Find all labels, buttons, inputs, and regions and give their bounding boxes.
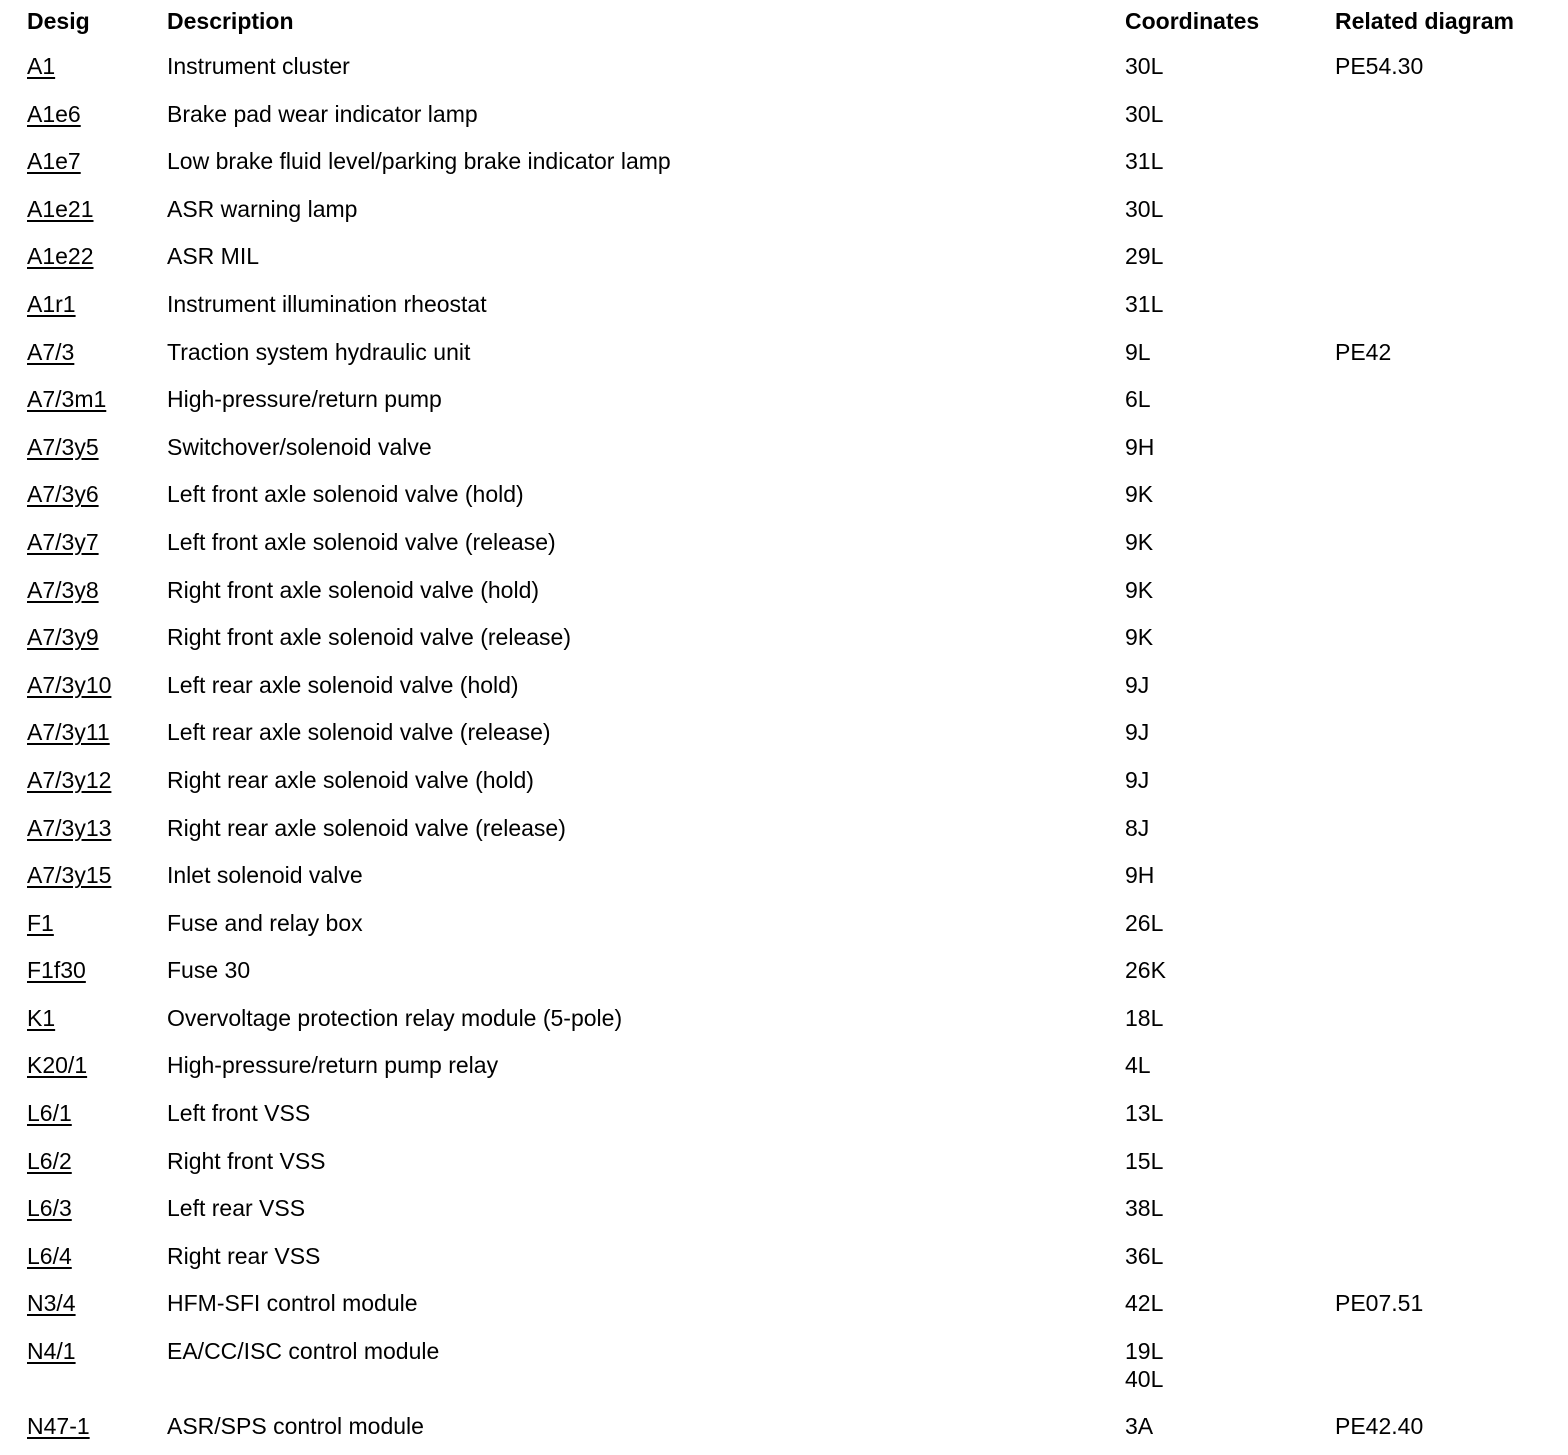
desig-link[interactable]: L6/4 (27, 1242, 72, 1269)
desig-link[interactable]: A7/3y10 (27, 671, 112, 698)
coordinates-cell (1125, 1407, 1335, 1455)
related-diagram-cell: PE42 (1335, 338, 1392, 365)
coordinate-value: 26K (1125, 957, 1166, 984)
coordinate-value: 6L (1125, 386, 1151, 413)
desig-cell (27, 285, 167, 333)
related-diagram-cell (1335, 1142, 1547, 1190)
coordinates-cell (1125, 809, 1335, 857)
coordinate-value: 9K (1125, 481, 1154, 508)
related-diagram-cell (1335, 95, 1547, 143)
coordinate-value: 30L (1125, 53, 1164, 79)
desig-cell (27, 1332, 167, 1407)
description-cell: Left front VSS (167, 1100, 311, 1127)
related-diagram-cell (1335, 856, 1547, 904)
coordinate-value: 38L (1125, 1195, 1164, 1222)
desig-link[interactable]: A1e21 (27, 195, 94, 222)
coordinates-cell (1125, 618, 1335, 666)
desig-cell (27, 951, 167, 999)
description-cell: Fuse 30 (167, 957, 251, 984)
description-cell: Right rear axle solenoid valve (hold) (167, 766, 534, 793)
coordinate-value: 9L (1125, 338, 1151, 365)
desig-cell (27, 1284, 167, 1332)
description-cell: Inlet solenoid valve (167, 862, 363, 889)
desig-cell (27, 1189, 167, 1237)
related-diagram-cell (1335, 571, 1547, 619)
related-diagram-cell (1335, 618, 1547, 666)
desig-cell (27, 95, 167, 143)
coordinates-cell (1125, 571, 1335, 619)
desig-cell (27, 380, 167, 428)
desig-cell (27, 856, 167, 904)
table-row (27, 333, 1547, 381)
coordinate-value: 9J (1125, 671, 1150, 698)
desig-cell (27, 523, 167, 571)
related-diagram-cell: PE42.40 (1335, 1413, 1424, 1440)
desig-link[interactable]: L6/2 (27, 1147, 72, 1174)
coordinates-cell (1125, 523, 1335, 571)
related-diagram-cell (1335, 713, 1547, 761)
coordinate-value: 18L (1125, 1004, 1164, 1031)
desig-cell (27, 1046, 167, 1094)
header-desig: Desig (27, 8, 90, 34)
related-diagram-cell (1335, 999, 1547, 1047)
desig-link[interactable]: F1 (27, 909, 54, 936)
description-cell: Instrument illumination rheostat (167, 290, 487, 317)
related-diagram-cell (1335, 904, 1547, 952)
related-diagram-cell (1335, 475, 1547, 523)
desig-cell (27, 761, 167, 809)
related-diagram-cell (1335, 761, 1547, 809)
desig-cell (27, 809, 167, 857)
desig-cell (27, 666, 167, 714)
table-row (27, 713, 1547, 761)
related-diagram-cell (1335, 1332, 1547, 1407)
coordinates-cell (1125, 1189, 1335, 1237)
description-cell: Brake pad wear indicator lamp (167, 100, 478, 127)
description-cell: Low brake fluid level/parking brake indicator lamp (167, 148, 671, 175)
desig-cell (27, 1094, 167, 1142)
coordinate-value: 36L (1125, 1242, 1164, 1269)
coordinates-cell (1125, 1284, 1335, 1332)
table-row (27, 761, 1547, 809)
component-table (27, 2, 1547, 1455)
desig-link[interactable]: A7/3y12 (27, 766, 112, 793)
coordinates-cell (1125, 190, 1335, 238)
desig-cell (27, 1237, 167, 1285)
coordinates-cell (1125, 856, 1335, 904)
desig-link[interactable]: A7/3m1 (27, 386, 107, 413)
desig-link[interactable]: A7/3y13 (27, 814, 112, 841)
description-cell: Right front axle solenoid valve (hold) (167, 576, 540, 603)
coordinate-value: 30L (1125, 100, 1164, 127)
table-row (27, 95, 1547, 143)
description-cell: HFM-SFI control module (167, 1290, 418, 1317)
related-diagram-cell (1335, 666, 1547, 714)
table-row (27, 1284, 1547, 1332)
desig-cell (27, 618, 167, 666)
header-description: Description (167, 8, 294, 34)
desig-link[interactable]: A7/3y8 (27, 576, 99, 603)
desig-cell (27, 713, 167, 761)
desig-link[interactable]: A7/3y11 (27, 719, 110, 746)
coordinate-value: 9K (1125, 576, 1154, 603)
related-diagram-cell (1335, 428, 1547, 476)
coordinate-value: 31L (1125, 290, 1164, 317)
coordinates-cell (1125, 1237, 1335, 1285)
related-diagram-cell (1335, 190, 1547, 238)
desig-cell (27, 571, 167, 619)
description-cell: ASR/SPS control module (167, 1413, 424, 1440)
coordinates-cell (1125, 1046, 1335, 1094)
coordinate-value: 9K (1125, 528, 1154, 555)
coordinates-cell (1125, 951, 1335, 999)
desig-cell (27, 475, 167, 523)
table-row (27, 666, 1547, 714)
description-cell: Right rear axle solenoid valve (release) (167, 814, 566, 841)
desig-link[interactable]: A1e7 (27, 148, 81, 175)
related-diagram-cell: PE07.51 (1335, 1290, 1424, 1317)
coordinates-cell (1125, 333, 1335, 381)
table-body (27, 47, 1547, 1455)
coordinate-value: 9J (1125, 766, 1150, 793)
coordinates-cell (1125, 47, 1335, 95)
desig-link[interactable]: L6/1 (27, 1100, 72, 1127)
desig-link[interactable]: A7/3y5 (27, 433, 99, 460)
description-cell: Left rear VSS (167, 1195, 306, 1222)
coordinates-cell (1125, 904, 1335, 952)
description-cell: Left rear axle solenoid valve (release) (167, 719, 551, 746)
table-row (27, 1407, 1547, 1455)
desig-cell (27, 142, 167, 190)
description-cell: Left rear axle solenoid valve (hold) (167, 671, 519, 698)
related-diagram-cell (1335, 1189, 1547, 1237)
table-row (27, 380, 1547, 428)
description-cell: High-pressure/return pump relay (167, 1052, 499, 1079)
coordinate-value: 29L (1125, 243, 1164, 270)
table-row (27, 999, 1547, 1047)
desig-cell (27, 47, 167, 95)
coordinate-value: 3A (1125, 1413, 1154, 1440)
desig-link[interactable]: A7/3y15 (27, 862, 112, 889)
table-row (27, 190, 1547, 238)
related-diagram-cell (1335, 1094, 1547, 1142)
desig-link[interactable]: F1f30 (27, 957, 86, 984)
table-row (27, 428, 1547, 476)
related-diagram-cell (1335, 237, 1547, 285)
coordinate-value: 26L (1125, 909, 1164, 936)
coordinates-cell (1125, 142, 1335, 190)
table-row (27, 1142, 1547, 1190)
description-cell: Right rear VSS (167, 1242, 321, 1269)
coordinate-value: 9J (1125, 719, 1150, 746)
table-row (27, 237, 1547, 285)
coordinates-cell (1125, 475, 1335, 523)
related-diagram-cell (1335, 1046, 1547, 1094)
table-header-row (27, 2, 1547, 47)
description-cell: Right front VSS (167, 1147, 326, 1174)
coordinates-cell (1125, 428, 1335, 476)
description-cell: Overvoltage protection relay module (5-pole) (167, 1004, 623, 1031)
description-cell: Fuse and relay box (167, 909, 363, 936)
table-row (27, 47, 1547, 95)
table-row (27, 951, 1547, 999)
desig-link[interactable]: K1 (27, 1004, 56, 1031)
coordinate-value: 40L (1125, 1366, 1164, 1393)
description-cell: Instrument cluster (167, 53, 350, 79)
description-cell: Switchover/solenoid valve (167, 433, 432, 460)
description-cell: High-pressure/return pump (167, 386, 442, 413)
coordinates-cell (1125, 237, 1335, 285)
desig-cell (27, 1142, 167, 1190)
desig-cell (27, 904, 167, 952)
desig-link[interactable]: A1e22 (27, 243, 94, 270)
coordinate-value: 15L (1125, 1147, 1164, 1174)
related-diagram-cell (1335, 285, 1547, 333)
coordinates-cell (1125, 1094, 1335, 1142)
coordinate-value: 9K (1125, 624, 1154, 651)
desig-cell (27, 190, 167, 238)
coordinate-value: 4L (1125, 1052, 1151, 1079)
desig-cell (27, 999, 167, 1047)
coordinates-cell (1125, 999, 1335, 1047)
description-cell: EA/CC/ISC control module (167, 1338, 440, 1365)
desig-cell (27, 1407, 167, 1455)
table-row (27, 523, 1547, 571)
header-coordinates: Coordinates (1125, 8, 1260, 34)
coordinates-cell (1125, 1332, 1335, 1407)
table-row (27, 618, 1547, 666)
coordinate-value: 13L (1125, 1100, 1164, 1127)
coordinates-cell (1125, 761, 1335, 809)
desig-link[interactable]: N4/1 (27, 1338, 76, 1365)
table-row (27, 1046, 1547, 1094)
related-diagram-cell (1335, 951, 1547, 999)
description-cell: Traction system hydraulic unit (167, 338, 471, 365)
coordinate-value: 42L (1125, 1290, 1164, 1317)
table-row (27, 904, 1547, 952)
table-row (27, 475, 1547, 523)
coordinate-value: 9H (1125, 862, 1155, 889)
description-cell: Left front axle solenoid valve (hold) (167, 481, 524, 508)
table-row (27, 142, 1547, 190)
coordinates-cell (1125, 666, 1335, 714)
related-diagram-cell (1335, 142, 1547, 190)
coordinate-value: 9H (1125, 433, 1155, 460)
coordinates-cell (1125, 285, 1335, 333)
description-cell: Left front axle solenoid valve (release) (167, 528, 556, 555)
table-row (27, 1332, 1547, 1407)
desig-link[interactable]: L6/3 (27, 1195, 72, 1222)
header-related-diagram: Related diagram (1335, 8, 1514, 34)
related-diagram-cell: PE54.30 (1335, 53, 1424, 79)
desig-link[interactable]: A7/3y7 (27, 528, 99, 555)
description-cell: ASR warning lamp (167, 195, 358, 222)
table-row (27, 571, 1547, 619)
desig-link[interactable]: A7/3 (27, 338, 75, 365)
coordinates-cell (1125, 713, 1335, 761)
coordinate-value: 19L (1125, 1338, 1164, 1365)
table-row (27, 1189, 1547, 1237)
desig-link[interactable]: A1r1 (27, 290, 76, 317)
coordinates-cell (1125, 95, 1335, 143)
table-row (27, 1237, 1547, 1285)
coordinate-value: 30L (1125, 195, 1164, 222)
coordinates-cell (1125, 1142, 1335, 1190)
related-diagram-cell (1335, 523, 1547, 571)
coordinate-value: 31L (1125, 148, 1164, 175)
table-row (27, 1094, 1547, 1142)
desig-link[interactable]: A7/3y6 (27, 481, 99, 508)
related-diagram-cell (1335, 809, 1547, 857)
desig-link[interactable]: A1e6 (27, 100, 81, 127)
desig-link[interactable]: A7/3y9 (27, 624, 99, 651)
desig-link[interactable]: K20/1 (27, 1052, 88, 1079)
desig-cell (27, 237, 167, 285)
coordinate-value: 8J (1125, 814, 1150, 841)
table-row (27, 285, 1547, 333)
desig-link[interactable]: N47-1 (27, 1413, 90, 1440)
desig-cell (27, 333, 167, 381)
table-row (27, 856, 1547, 904)
coordinates-cell (1125, 380, 1335, 428)
description-cell: Right front axle solenoid valve (release) (167, 624, 571, 651)
related-diagram-cell (1335, 1237, 1547, 1285)
table-row (27, 809, 1547, 857)
desig-link[interactable]: N3/4 (27, 1290, 76, 1317)
desig-cell (27, 428, 167, 476)
description-cell: ASR MIL (167, 243, 260, 270)
desig-link[interactable]: A1 (27, 53, 56, 79)
related-diagram-cell (1335, 380, 1547, 428)
